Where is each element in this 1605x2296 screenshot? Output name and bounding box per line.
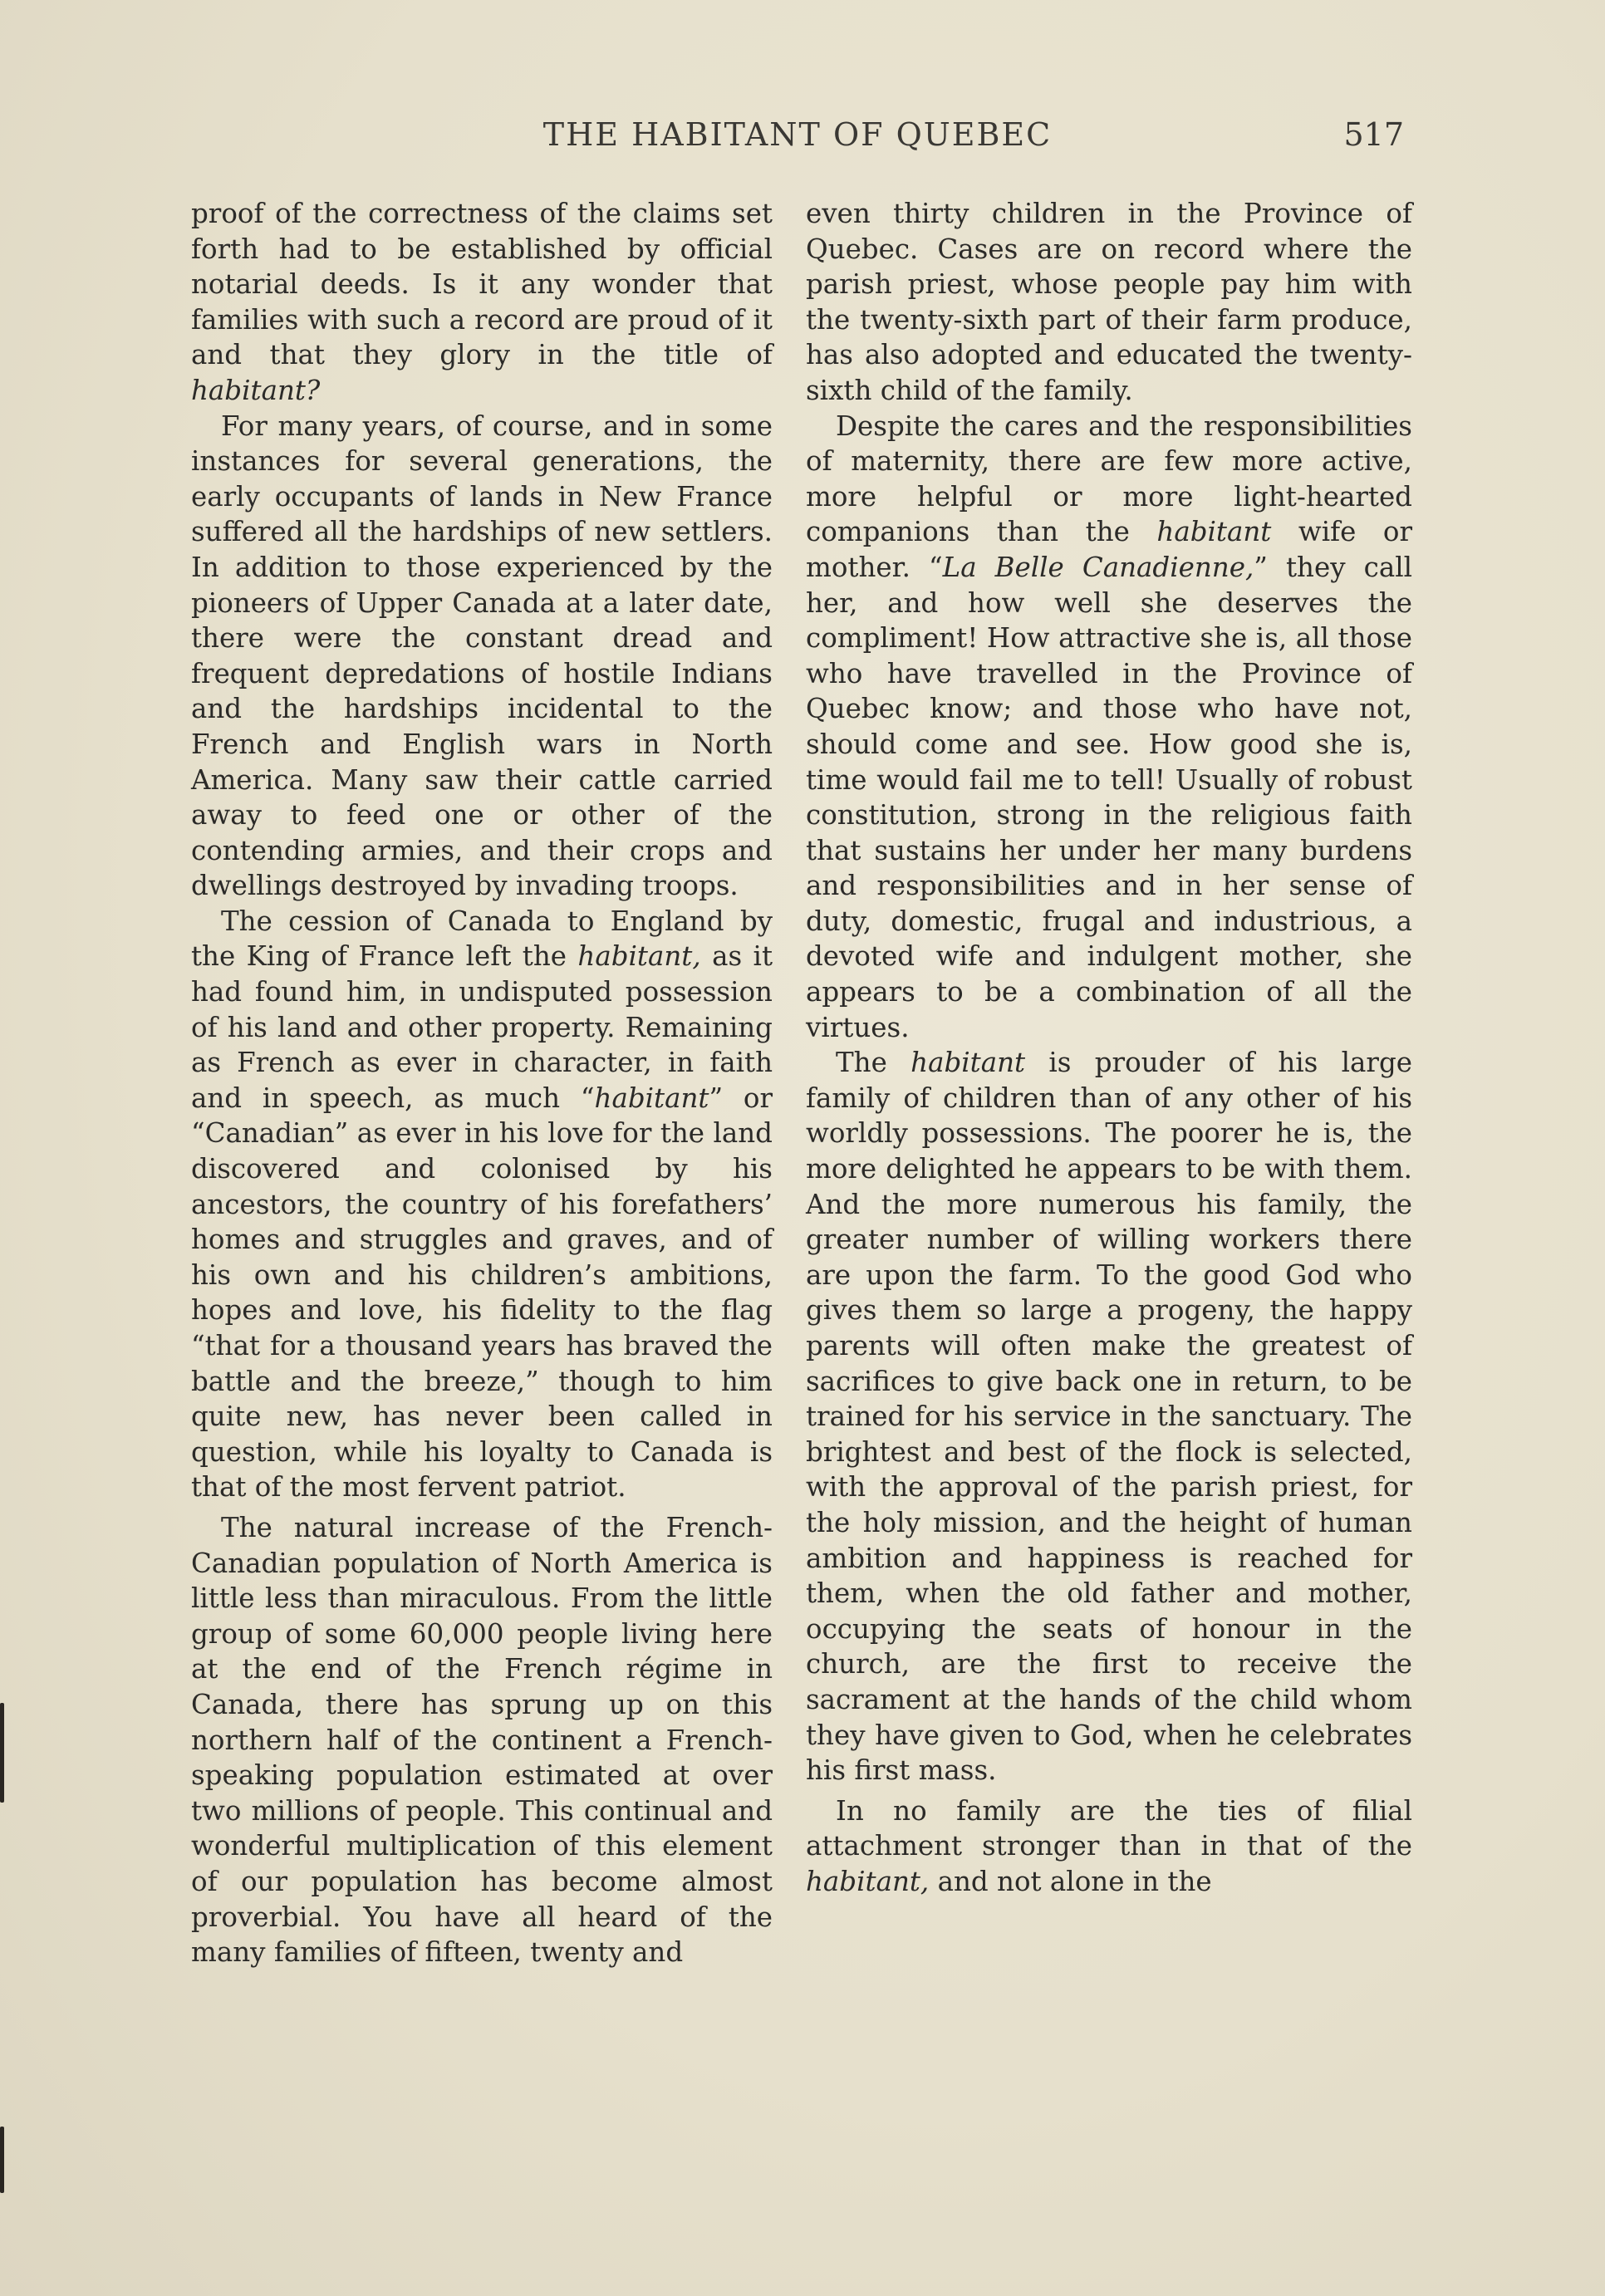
paragraph: The cession of Canada to England by the King of France left the habitant, as it had found him, in undisputed possession of his land and other property. Remaining as French as ever in character, in faith and in speech, as much “habitant” or “Canadian” as ever in his love for the land discovered and colonised by his ancestors, the country of his forefathers’ homes and struggles and graves, and of his own and his children’s ambitions, hopes and love, his fidelity to the flag “that for a thousand years has braved the battle and the breeze,” though to him quite new, has never been called in question, while his loyalty to Canada is that of the most fervent patriot.: [191, 905, 773, 1504]
emphasis: habitant: [1156, 516, 1272, 548]
emphasis: habitant?: [191, 374, 321, 406]
emphasis: La Belle Canadienne,: [942, 551, 1254, 583]
left-column: [191, 196, 773, 1970]
page-number: 517: [1343, 116, 1404, 153]
paragraph: For many years, of course, and in some instances for several generations, the early occupants of lands in New France suffered all the hardships of new settlers. In addition to those experienced by the pioneers of Upper Canada at a later date, there were the constant dread and frequent depredations of hostile Indians and the hardships incidental to the French and English wars in North America. Many saw their cattle carried away to feed one or other of the contending armies, and their crops and dwellings destroyed by invading troops.: [191, 410, 773, 902]
paragraph: even thirty children in the Province of Quebec. Cases are on record where the parish priest, whose people pay him with the twenty-sixth part of their farm produce, has also adopted and educated the twenty-sixth child of the family.: [806, 198, 1412, 406]
paragraph: In no family are the ties of filial attachment stronger than in that of the habitant, and not alone in the: [806, 1794, 1412, 1897]
right-column: [806, 196, 1412, 1900]
emphasis: habitant: [594, 1082, 709, 1114]
emphasis: habitant: [910, 1047, 1026, 1079]
emphasis: habitant,: [577, 940, 701, 973]
paragraph: proof of the correctness of the claims set forth had to be established by official notarial deeds. Is it any wonder that families with such a record are proud of it and that they glory in the title of habitant?: [191, 198, 773, 406]
running-title: THE HABITANT OF QUEBEC: [542, 116, 1053, 153]
binding-edge-mark: [0, 1703, 4, 1803]
paragraph: The natural increase of the French-Canadian population of North America is little less than miraculous. From the little group of some 60,000 people living here at the end of the French régime in Canada, there has sprung up on this northern half of the continent a French-speaking population estimated at over two millions of people. This continual and wonderful multiplication of this element of our population has become almost proverbial. You have all heard of the many families of fifteen, twenty and: [191, 1511, 773, 1969]
page-header: [191, 116, 1404, 166]
paragraph: The habitant is prouder of his large family of children than of any other of his worldly possessions. The poorer he is, the more delighted he appears to be with them. And the more numerous his family, the greater number of willing workers there are upon the farm. To the good God who gives them so large a progeny, the happy parents will often make the greatest of sacrifices to give back one in return, to be trained for his service in the sanctuary. The brightest and best of the flock is selected, with the approval of the parish priest, for the holy mission, and the height of human ambition and happiness is reached for them, when the old father and mother, occupying the seats of honour in the church, are the first to receive the sacrament at the hands of the child whom they have given to God, when he celebrates his first mass.: [806, 1047, 1412, 1787]
emphasis: habitant,: [806, 1865, 930, 1897]
binding-edge-mark: [0, 2127, 4, 2193]
paragraph: Despite the cares and the responsibilities of maternity, there are few more active, more helpful or more light-hearted companions than the habitant wife or mother. “La Belle Canadienne,” they call her, and how well she deserves the compliment! How attractive she is, all those who have travelled in the Province of Quebec know; and those who have not, should come and see. How good she is, time would fail me to tell! Usually of robust constitution, strong in the religious faith that sustains her under her many burdens and responsibilities and in her sense of duty, domestic, frugal and industrious, a devoted wife and indulgent mother, she appears to be a combination of all the virtues.: [806, 410, 1413, 1043]
